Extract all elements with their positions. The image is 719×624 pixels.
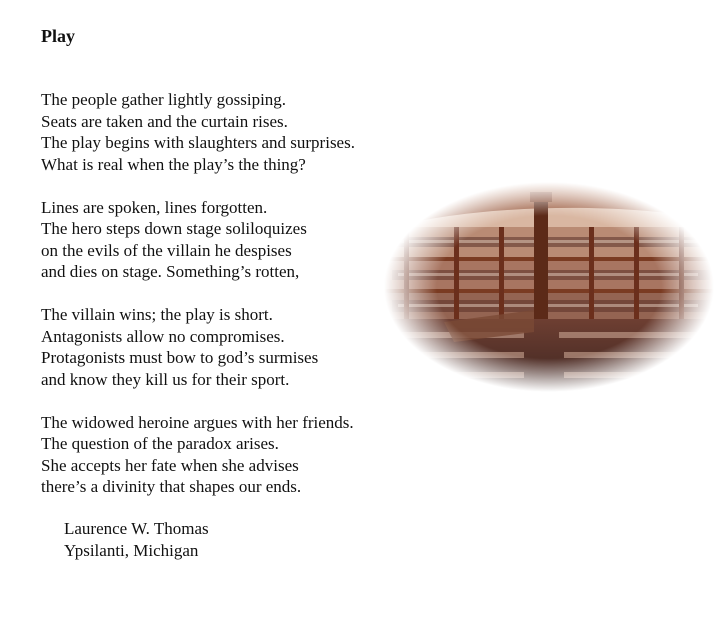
poem-line: She accepts her fate when she advises: [41, 455, 299, 475]
theatre-interior-photo-icon: [384, 182, 714, 392]
poem-line: The question of the paradox arises.: [41, 434, 279, 453]
poem-line: Protagonists must bow to god’s surmises: [41, 348, 319, 367]
poem-body: [41, 89, 401, 498]
poem-line: The hero steps down stage soliloquizes: [41, 219, 307, 238]
poem-line: and dies on stage. Something’s rotten,: [41, 262, 300, 281]
stanza-1: [41, 89, 401, 175]
author-location: Ypsilanti, Michigan: [64, 540, 199, 560]
stanza-4: [41, 412, 401, 498]
stanza-3: [41, 304, 401, 390]
poem-line: on the evils of the villain he despises: [41, 240, 292, 260]
poem-line: and know they kill us for their sport.: [41, 369, 290, 389]
poem-line: The villain wins; the play is short.: [41, 305, 273, 324]
stanza-2: [41, 197, 401, 283]
author-name: Laurence W. Thomas: [64, 519, 209, 538]
poem-line: there’s a divinity that shapes our ends.: [41, 477, 302, 496]
poem-line: The play begins with slaughters and surprises.: [41, 133, 355, 152]
poem-line: Seats are taken and the curtain rises.: [41, 111, 288, 131]
poem-line: The widowed heroine argues with her friends.: [41, 412, 354, 432]
poem-line: The people gather lightly gossiping.: [41, 90, 287, 109]
poem-line: What is real when the play’s the thing?: [41, 154, 306, 174]
author-signature: [64, 518, 209, 561]
theatre-interior-image: [384, 182, 714, 392]
poem-title: Play: [41, 26, 75, 46]
poem-line: Antagonists allow no compromises.: [41, 326, 285, 346]
poem-line: Lines are spoken, lines forgotten.: [41, 197, 268, 217]
